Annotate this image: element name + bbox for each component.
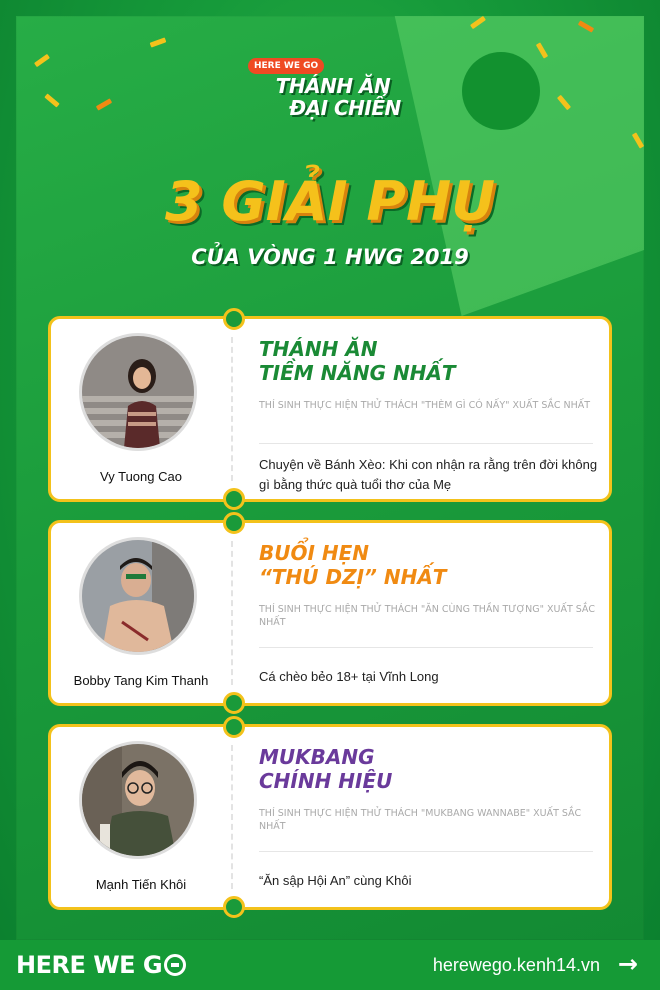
card-notch [223, 692, 245, 714]
award-title [259, 541, 589, 589]
card-notch [223, 716, 245, 738]
event-logo-line1: THÁNH ĂN [275, 74, 391, 98]
separator [259, 443, 593, 444]
avatar [79, 333, 197, 451]
award-criteria: THÍ SINH THỰC HIỆN THỬ THÁCH "MUKBANG WANNABE" XUẤT SẮC NHẤT [259, 808, 582, 832]
card-notch [223, 488, 245, 510]
card-divider [231, 745, 233, 889]
award-card-2 [48, 520, 612, 706]
arrow-right-icon[interactable]: → [617, 950, 638, 978]
award-title-line2: “THÚ DZỊ” NHẤT [259, 565, 447, 589]
contestant-name: Mạnh Tiến Khôi [95, 877, 187, 892]
avatar-photo [82, 336, 194, 448]
award-title-line2: TIỀM NĂNG NHẤT [259, 361, 456, 385]
avatar [79, 741, 197, 859]
award-title-line1: THÁNH ĂN [259, 337, 378, 361]
award-description: Chuyện về Bánh Xèo: Khi con nhận ra rằng trên đời không gì bằng thức quà tuổi thơ của Mẹ [259, 457, 598, 492]
footer [0, 940, 660, 990]
award-title-line1: BUỔI HẸN [259, 541, 370, 565]
contestant-name: Vy Tuong Cao [100, 469, 182, 484]
award-description: Cá chèo bẻo 18+ tại Vĩnh Long [259, 669, 439, 684]
page-subtitle: CỦA VÒNG 1 HWG 2019 [191, 245, 469, 269]
award-title [259, 337, 589, 385]
avatar [79, 537, 197, 655]
award-criteria: THÍ SINH THỰC HIỆN THỬ THÁCH "ĂN CÙNG THẦN TƯỢNG" XUẤT SẮC NHẤT [259, 604, 595, 628]
award-title-line1: MUKBANG [259, 745, 375, 769]
award-title [259, 745, 589, 793]
event-logo [248, 76, 418, 118]
avatar-photo [82, 744, 194, 856]
contestant-name: Bobby Tang Kim Thanh [73, 673, 209, 688]
go-arrow-icon [164, 954, 186, 976]
award-card-1 [48, 316, 612, 502]
event-logo-line2: ĐẠI CHIẾN [289, 96, 401, 120]
card-notch [223, 308, 245, 330]
separator [259, 647, 593, 648]
herewego-badge: HERE WE GO [248, 58, 324, 74]
award-card-3 [48, 724, 612, 910]
award-title-line2: CHÍNH HIỆU [259, 769, 393, 793]
card-notch [223, 896, 245, 918]
website-link[interactable]: herewego.kenh14.vn [432, 955, 600, 975]
herewego-logo [16, 952, 186, 978]
herewego-logo-text: HERE WE G [16, 951, 163, 979]
award-criteria: THÍ SINH THỰC HIỆN THỬ THÁCH "THÈM GÌ CÓ NẤY" XUẤT SẮC NHẤT [259, 400, 591, 411]
avatar-photo [82, 540, 194, 652]
page-title: 3 GIẢI PHỤ [164, 170, 496, 233]
card-divider [231, 541, 233, 685]
card-divider [231, 337, 233, 481]
background-circle [462, 52, 540, 130]
card-notch [223, 512, 245, 534]
award-description: “Ăn sập Hội An” cùng Khôi [259, 873, 412, 888]
separator [259, 851, 593, 852]
